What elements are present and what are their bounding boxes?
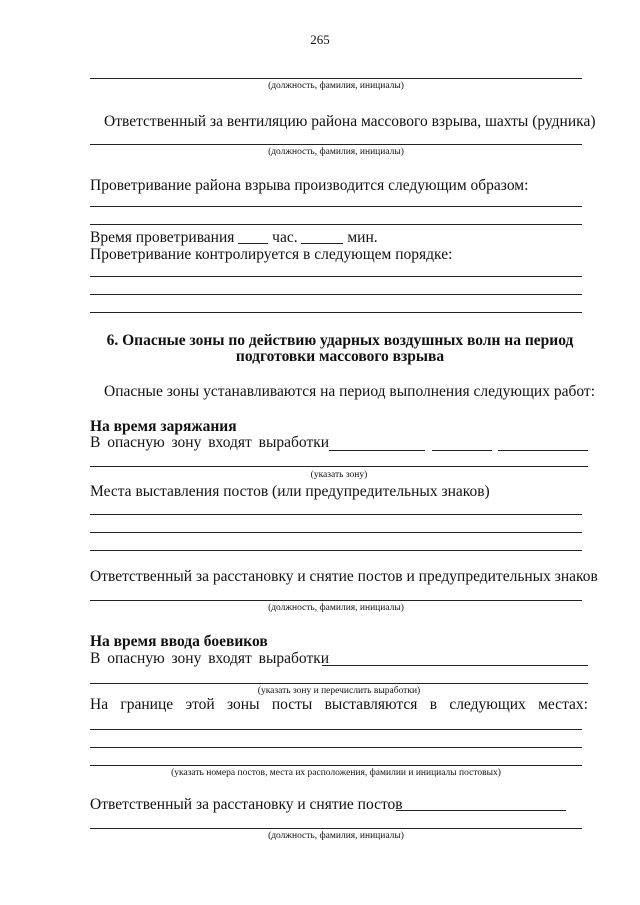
vent-method-label: Проветривание района взрыва производится следующим образом: <box>90 177 529 194</box>
position-caption: (должность, фамилия, инициалы) <box>268 603 404 613</box>
boundary-word: границе <box>120 696 174 713</box>
blank-line <box>432 450 492 451</box>
blank-line <box>498 450 588 451</box>
primers-boundary-row <box>90 696 588 714</box>
position-caption: (должность, фамилия, инициалы) <box>268 831 404 841</box>
blank-line <box>90 466 588 467</box>
minutes-blank <box>301 229 343 244</box>
primers-zone-label: В опасную зону входят выработки <box>90 650 330 667</box>
boundary-word: местах: <box>538 696 588 713</box>
posts-caption: (указать номера постов, места их расположения, фамилии и инициалы постовых) <box>171 768 501 778</box>
charging-responsible-label: Ответственный за расстановку и снятие постов и предупредительных знаков <box>90 568 598 585</box>
blank-line <box>90 224 582 225</box>
hours-blank <box>238 229 268 244</box>
boundary-word: зоны <box>227 696 260 713</box>
charging-zone-label: В опасную зону входят выработки <box>90 434 330 451</box>
blank-line <box>90 206 582 207</box>
zone-caption: (указать зону и перечислить выработки) <box>257 686 421 696</box>
boundary-word: в <box>429 696 438 713</box>
boundary-word: этой <box>185 696 215 713</box>
primers-heading: На время ввода боевиков <box>90 633 268 650</box>
page-number: 265 <box>310 32 330 47</box>
blank-line <box>90 514 582 515</box>
vent-time-label: Время проветривания <box>90 229 235 246</box>
blank-line <box>90 729 582 730</box>
section-title-line2: подготовки массового взрыва <box>235 348 445 365</box>
boundary-word: посты <box>271 696 313 713</box>
blank-line <box>90 747 582 748</box>
boundary-word: выставляются <box>324 696 418 713</box>
blank-line <box>322 665 588 666</box>
blank-line <box>90 144 582 145</box>
blank-line <box>90 550 582 551</box>
blank-line <box>90 78 582 79</box>
vent-responsible-label: Ответственный за вентиляцию района массового взрыва, шахты (рудника) <box>104 113 596 130</box>
section-title-line1: 6. Опасные зоны по действию ударных воздушных волн на период <box>106 332 574 349</box>
charging-posts-label: Места выставления постов (или предупредительных знаков) <box>90 483 490 500</box>
position-caption: (должность, фамилия, инициалы) <box>268 81 404 91</box>
blank-line <box>90 532 582 533</box>
boundary-word: следующих <box>449 696 526 713</box>
zones-intro: Опасные зоны устанавливаются на период выполнения следующих работ: <box>104 383 595 400</box>
primers-responsible-label: Ответственный за расстановку и снятие постов <box>90 796 403 813</box>
blank-line <box>90 828 582 829</box>
zone-caption: (указать зону) <box>310 470 368 480</box>
boundary-word: На <box>90 696 109 713</box>
blank-line <box>329 450 425 451</box>
position-caption: (должность, фамилия, инициалы) <box>268 147 404 157</box>
charging-heading: На время заряжания <box>90 418 237 435</box>
blank-line <box>90 600 582 601</box>
blank-line <box>90 276 582 277</box>
blank-line <box>396 810 566 811</box>
minutes-unit: мин. <box>347 229 378 246</box>
blank-line <box>90 294 582 295</box>
hours-unit: час. <box>272 229 298 246</box>
blank-line <box>90 765 582 766</box>
blank-line <box>90 683 588 684</box>
vent-control-label: Проветривание контролируется в следующем порядке: <box>90 246 453 263</box>
blank-line <box>90 312 582 313</box>
vent-time-row <box>90 229 378 247</box>
